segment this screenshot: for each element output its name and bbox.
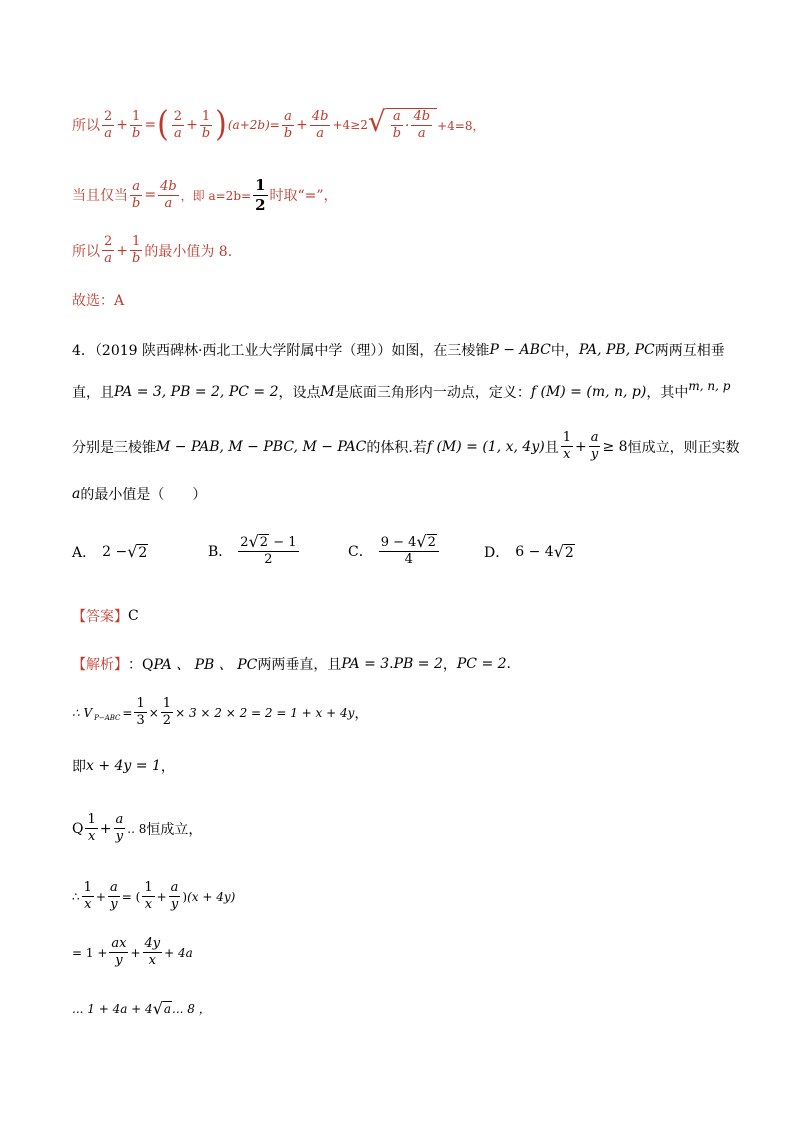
frac-one-half: $\frac{1}{2}$ <box>255 176 266 214</box>
solution-line-3: 所以 $\frac{2}{a}$ + $\frac{1}{b}$ 的最小值为 8. <box>72 234 233 267</box>
option-d: D． 6 − 4 √ 2 <box>484 541 574 561</box>
answer-line: 【答案】 C <box>72 608 139 625</box>
option-c: C． 9 − 4 √ 2 4 <box>348 534 441 569</box>
solution-line-2: 当且仅当 $\frac{a}{b}$ = $\frac{4b}{a}$ ，即 a=2b= $\frac{1}{2}$ 时取“=”， <box>72 176 338 214</box>
question-line-2: 直，且 PA = 3, PB = 2, PC = 2 ，设点 M 是底面三角形内一动点，定义： f (M) = (m, n, p) ，其中 m, n, p <box>72 379 731 401</box>
frac-1-over-b: $\frac{1}{b}$ <box>132 108 141 141</box>
frac-2-over-a: $\frac{2}{a}$ <box>104 108 113 141</box>
question-line-1: 4．（2019 陕西碑林·西北工业大学附属中学（理））如图，在三棱锥 P − ABC 中， PA, PB, PC 两两互相垂 <box>72 342 725 359</box>
step-volume: ∴ V P−ABC = $\frac{1}{3}$ × $\frac{1}{2}$ × 3 × 2 × 2 = 2 = 1 + x + 4y ， <box>72 696 369 729</box>
analysis-line: 【解析】 ：Q PA 、 PB 、 PC 两两垂直，且 PA = 3 . PB = 2 ， PC = 2 . <box>72 656 511 673</box>
sqrt-product: √ $\frac{a}{b}$ · $\frac{4b}{a}$ <box>368 108 437 143</box>
step-constraint: 即 x + 4y = 1 ， <box>72 758 175 775</box>
step-expand: ∴ $\frac{1}{x}$ + $\frac{a}{y}$ = ( $\frac{1}{x}$ + $\frac{a}{y}$ ) (x + 4y) <box>72 880 236 913</box>
frac-1-over-b-2: $\frac{1}{b}$ <box>201 108 211 141</box>
frac-2-over-a-2: $\frac{2}{a}$ <box>173 108 183 141</box>
frac-a-over-b: $\frac{a}{b}$ <box>283 108 293 141</box>
step-condition: Q $\frac{1}{x}$ + $\frac{a}{y}$ .. 8 恒成立， <box>72 812 203 845</box>
option-b: B． 2 √ 2 − 1 2 <box>208 532 297 568</box>
choice-line: 故选：A <box>72 293 125 309</box>
step-simplify: = 1 + $\frac{ax}{y}$ + $\frac{4y}{x}$ + 4a <box>72 936 193 969</box>
solution-line-1: 所以 $\frac{2}{a}$ + $\frac{1}{b}$ = ( $\frac{2}{a}$ + $\frac{1}{b}$ ) (a+2b)= $\frac{a}{b}$ + $\frac{4b}{a}$ +4≥2 √ $\frac{a}{b}$ · $\frac{4b}{a}$ +4=8， <box>72 104 485 145</box>
question-line-4: a 的最小值是（ ） <box>72 486 207 503</box>
option-a: A． 2 − √ 2 <box>72 541 148 561</box>
frac-4b-over-a: $\frac{4b}{a}$ <box>311 108 329 141</box>
step-inequality: ... 1 + 4a + 4 √ a ... 8 ， <box>72 998 211 1018</box>
text-suoyi: 所以 <box>72 118 100 135</box>
question-line-3: 分别是三棱锥 M − PAB, M − PBC, M − PAC 的体积.若 f (M) = (1, x, 4y) 且 $\frac{1}{x}$ + $\frac{a}{y}$ ≥ 8 恒成立，则正实数 <box>72 430 740 463</box>
